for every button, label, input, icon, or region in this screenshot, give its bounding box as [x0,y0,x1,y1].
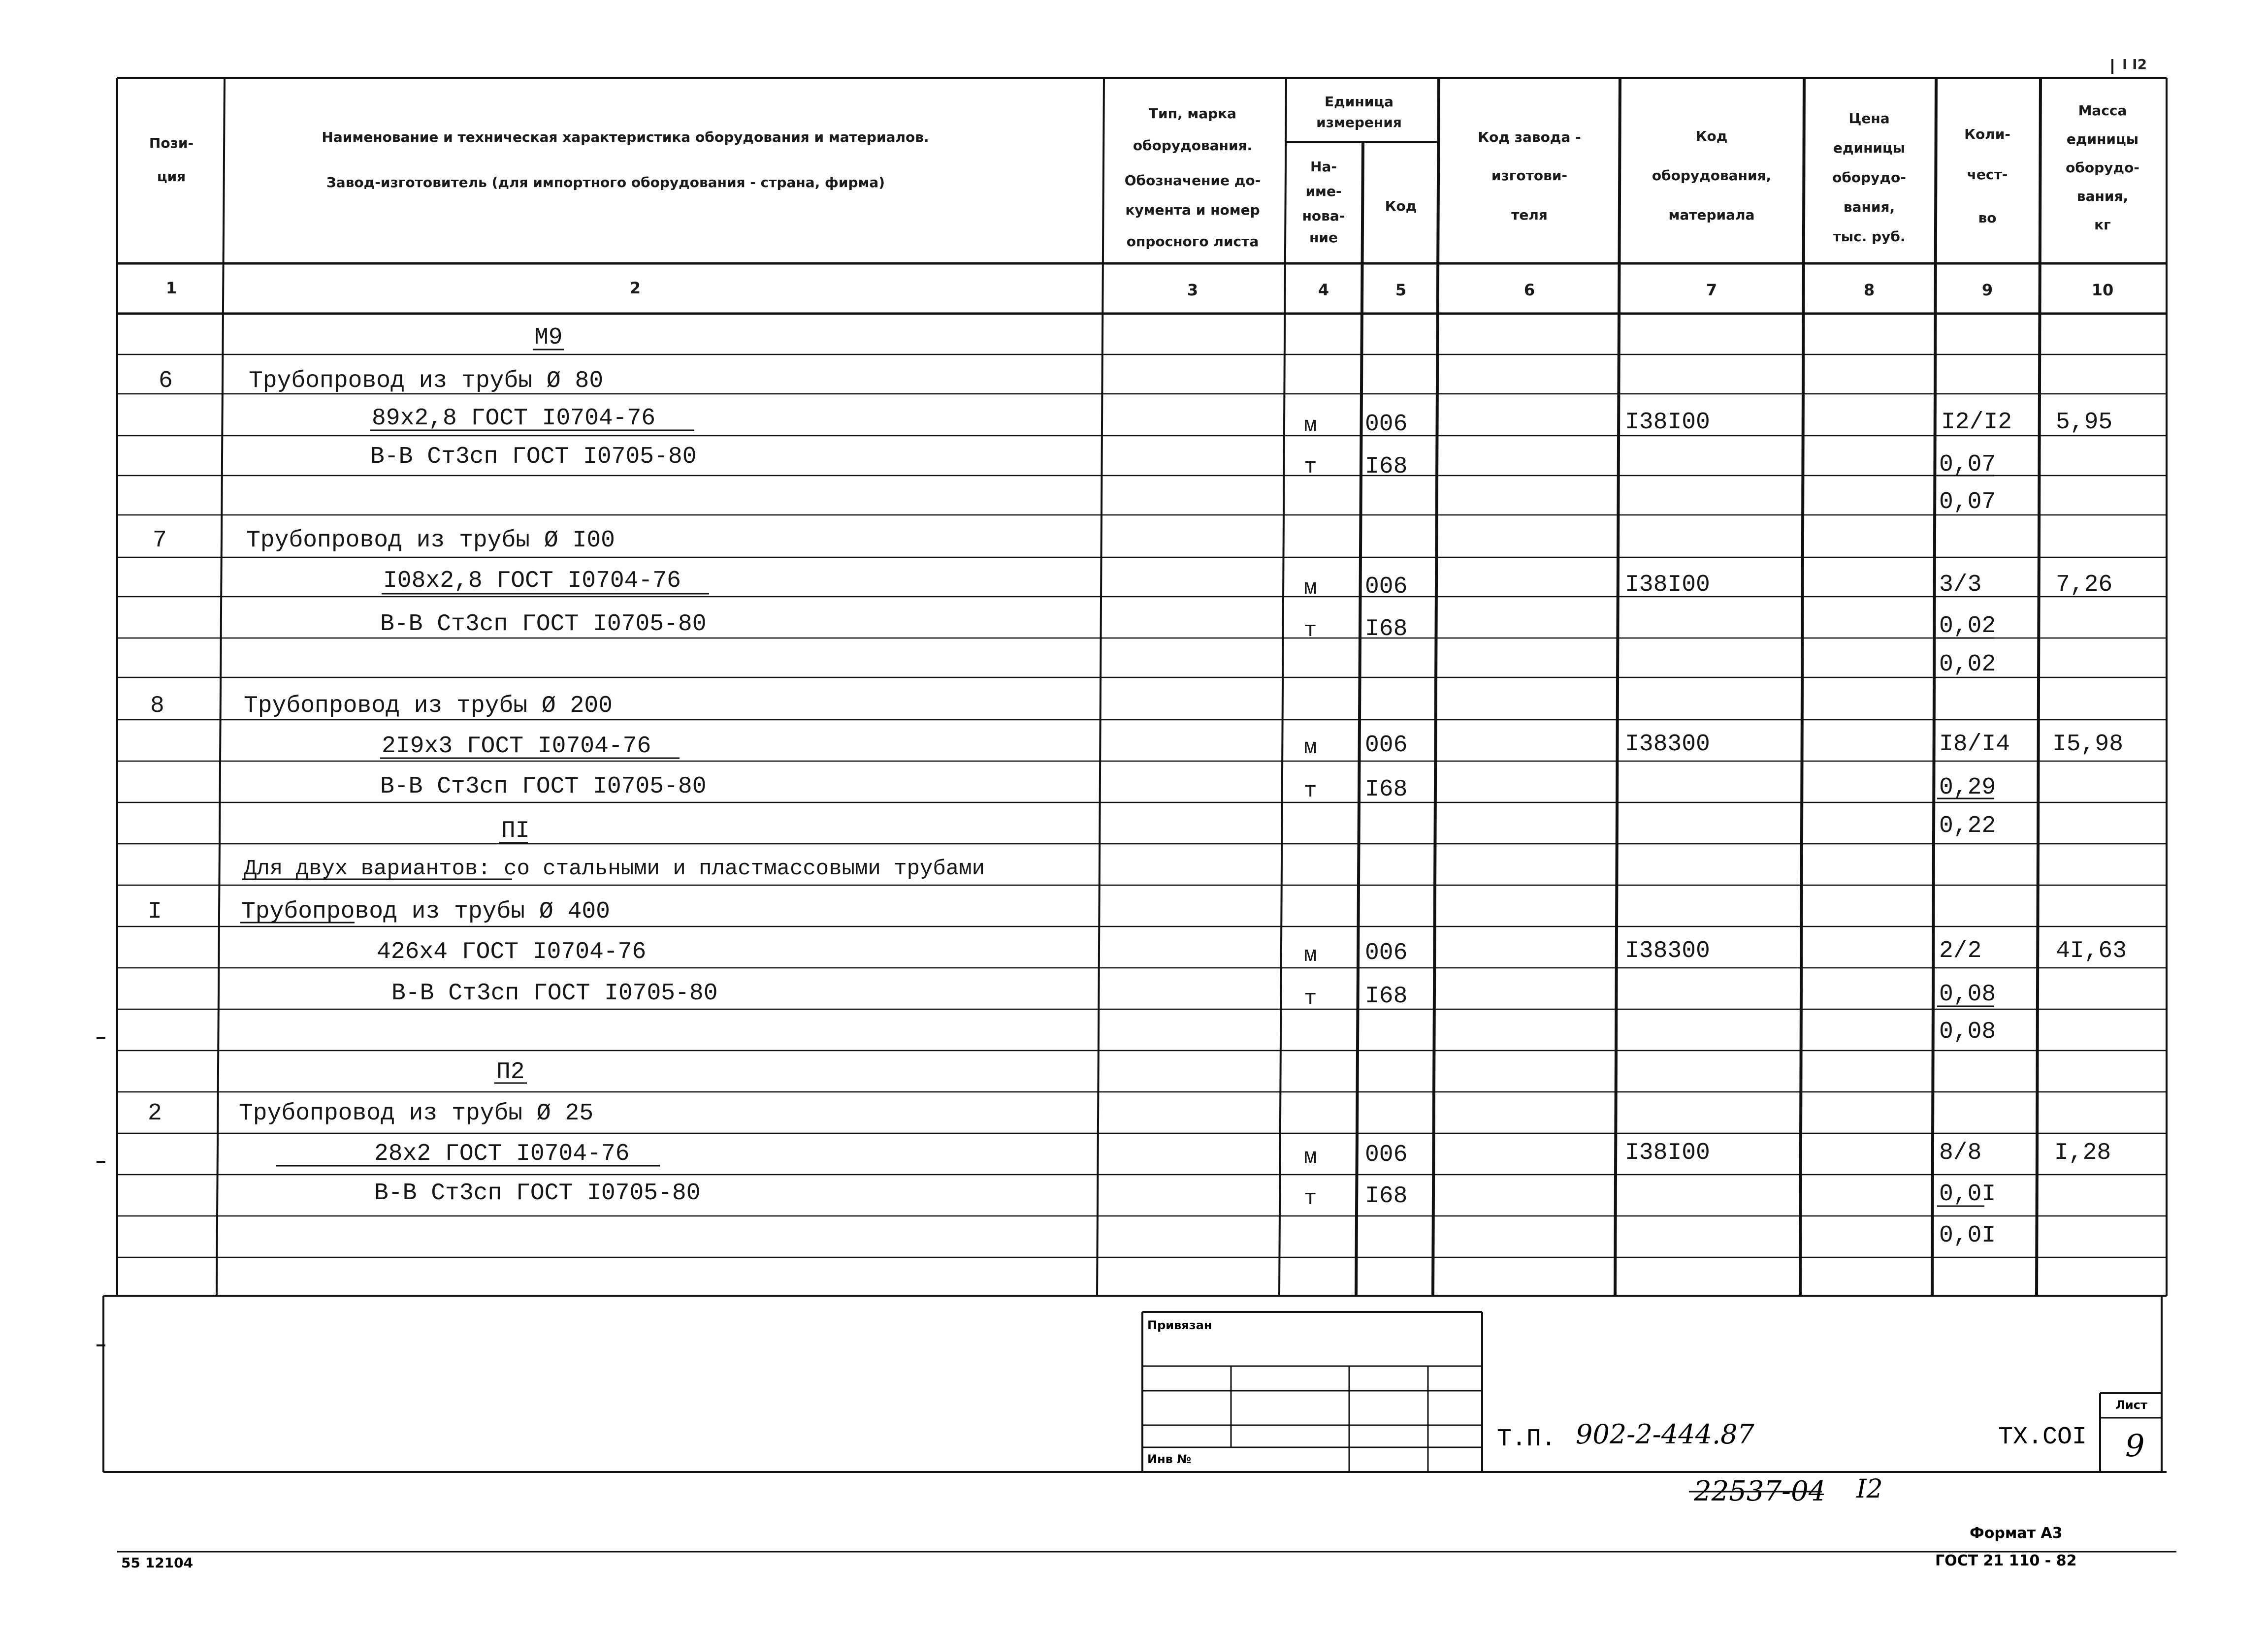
stamp-inv-no: Инв № [1147,1452,1192,1466]
hdr-col10-line2: единицы [2066,131,2139,147]
table-row [383,568,2112,601]
sheet-label: Лист [2115,1398,2147,1412]
stamp-privyazan: Привязан [1147,1318,1212,1332]
hdr-col7-line2: оборудования, [1652,167,1772,184]
row-quantity: 0,22 [1939,813,1996,839]
row-name: 426x4 ГОСТ I0704-76 [377,939,647,965]
hdr-col1-line2: ция [157,168,186,185]
hdr-col7-line3: материала [1668,207,1755,223]
hdr-col5: Код [1385,198,1417,214]
row-name: В-В Ст3сп ГОСТ I0705-80 [391,980,718,1007]
hdr-col10-line1: Масса [2078,102,2127,119]
colnum-4: 4 [1318,281,1329,299]
page-mark: I I2 [2122,56,2147,72]
hdr-col2-line2: Завод-изготовитель (для импортного оборудования - страна, фирма) [326,174,885,191]
hdr-col4-line4: ние [1309,229,1338,246]
row-position: 6 [159,368,173,394]
hdr-col4-line1: На- [1310,159,1337,175]
hdr-col9-line3: во [1978,210,1997,226]
row-quantity: 0,02 [1939,613,1996,639]
table-row [501,813,1996,844]
hdr-col8-line4: вания, [1843,199,1895,215]
row-code: 006 [1365,1142,1408,1168]
row-unit: м [1304,943,1317,968]
table-row [159,368,603,394]
table-row [372,405,2112,438]
row-name: Трубопровод из трубы Ø 80 [249,368,604,394]
table-row [377,938,2127,968]
hdr-col8-line2: единицы [1833,140,1906,156]
hdr-unit-line1: Единица [1325,94,1393,110]
row-quantity: 2/2 [1939,938,1982,964]
below-frame [1689,1474,1883,1507]
table-row [370,444,1996,480]
table-row [380,773,1996,803]
row-quantity: 0,0I [1939,1222,1996,1249]
row-code: 006 [1365,574,1408,600]
hdr-col3-line2: оборудования. [1133,137,1253,154]
row-material-code: I38300 [1625,731,1710,758]
row-code: I68 [1365,616,1408,642]
table-row [1939,651,1996,678]
hdr-col6-line2: изготови- [1491,167,1568,184]
row-material-code: I38I00 [1625,409,1710,436]
hdr-col9-line2: чест- [1967,166,2008,183]
row-unit: м [1304,414,1317,438]
row-mass: I5,98 [2052,731,2124,758]
handwritten-number: 22537-04 [1694,1475,1826,1507]
hdr-col3-line4: кумента и номер [1125,202,1260,218]
hdr-col9-line1: Коли- [1964,126,2010,142]
row-name: М9 [534,324,563,351]
colnum-3: 3 [1187,281,1199,299]
colnum-1: 1 [165,279,177,297]
row-quantity: 0,0I [1939,1181,1996,1208]
hdr-col10-line3: оборудо- [2066,160,2139,176]
row-name: В-В Ст3сп ГОСТ I0705-80 [374,1180,701,1207]
row-unit: м [1304,735,1317,760]
row-quantity: I2/I2 [1941,409,2012,436]
row-quantity: 0,08 [1939,981,1996,1008]
row-name: Трубопровод из трубы Ø 25 [239,1100,594,1127]
row-quantity: 3/3 [1939,572,1982,598]
column-numbers [166,279,2113,299]
table-row [374,1180,1996,1211]
row-mass: 7,26 [2056,572,2113,598]
row-quantity: 0,07 [1939,489,1996,515]
row-position: 2 [148,1100,162,1127]
table-row [382,731,2123,760]
row-name: В-В Ст3сп ГОСТ I0705-80 [380,773,707,800]
row-name: ПI [501,818,530,844]
hdr-col6-line3: теля [1511,207,1548,223]
hdr-col2-line1: Наименование и техническая характеристика оборудования и материалов. [322,129,929,145]
hdr-col10-line5: кг [2094,217,2111,233]
row-position: I [148,898,162,925]
row-quantity: I8/I4 [1939,731,2010,758]
row-quantity: 0,07 [1939,451,1996,478]
hdr-unit-line2: измерения [1316,114,1402,130]
row-material-code: I38300 [1625,938,1710,964]
colnum-8: 8 [1863,281,1875,299]
doc-code: ТХ.СОI [1998,1423,2087,1451]
table-row [1939,489,1996,515]
footer [117,1525,2176,1571]
title-block [1147,1318,2147,1466]
row-note: Для двух вариантов: со стальными и пластмассовыми трубами [244,857,985,881]
row-mass: 5,95 [2056,409,2113,436]
gost-label: ГОСТ 21 110 - 82 [1935,1552,2077,1569]
row-unit: м [1304,576,1317,601]
row-mass: I,28 [2054,1140,2111,1166]
row-name: 2I9x3 ГОСТ I0704-76 [382,733,651,760]
hdr-col10-line4: вания, [2076,188,2129,204]
row-unit: т [1304,455,1317,479]
row-name: В-В Ст3сп ГОСТ I0705-80 [370,444,697,470]
hdr-col6-line1: Код завода - [1478,129,1581,145]
row-name: Трубопровод из трубы Ø 200 [244,693,613,719]
row-code: I68 [1365,776,1408,803]
row-unit: т [1304,779,1317,803]
row-material-code: I38I00 [1625,572,1710,598]
colnum-7: 7 [1706,281,1717,299]
row-code: I68 [1365,983,1408,1010]
row-code: 006 [1365,940,1408,966]
hdr-col3-line3: Обозначение до- [1124,172,1261,189]
row-name: Трубопровод из трубы Ø 400 [241,898,610,925]
row-mass: 4I,63 [2056,938,2127,964]
sheet-number: 9 [2125,1428,2145,1464]
tp-number: 902-2-444.87 [1576,1419,1754,1450]
row-name: 28x2 ГОСТ I0704-76 [374,1141,630,1167]
table-row [496,1059,525,1085]
sheet-total: I2 [1856,1474,1883,1504]
footer-left-code: 55 12104 [121,1555,194,1571]
row-name: В-В Ст3сп ГОСТ I0705-80 [380,611,707,638]
hdr-col7-line1: Код [1695,128,1728,144]
hdr-col4-line3: нова- [1302,208,1345,224]
hdr-col8-line5: тыс. руб. [1833,228,1906,245]
colnum-10: 10 [2091,281,2114,299]
row-name: 89x2,8 ГОСТ I0704-76 [372,405,656,432]
row-code: 006 [1365,732,1408,759]
row-name: П2 [496,1059,525,1085]
row-position: 7 [153,527,167,554]
table-header [149,94,2139,250]
table-row [148,1100,593,1127]
row-position: 8 [150,693,164,719]
hdr-col8-line3: оборудо- [1832,169,1906,186]
row-code: 006 [1365,411,1408,438]
colnum-9: 9 [1981,281,1993,299]
row-unit: т [1304,618,1317,643]
colnum-6: 6 [1523,281,1535,299]
row-material-code: I38I00 [1625,1140,1710,1166]
table-row [391,980,1996,1011]
row-code: I68 [1365,453,1408,480]
hdr-col3-line1: Тип, марка [1148,105,1237,122]
row-quantity: 0,29 [1939,774,1996,801]
row-unit: м [1304,1145,1317,1170]
row-name: Трубопровод из трубы Ø I00 [246,527,615,554]
row-quantity: 0,08 [1939,1019,1996,1045]
table-row [1939,1019,1996,1045]
row-unit: т [1304,987,1317,1011]
row-quantity: 0,02 [1939,651,1996,678]
row-quantity: 8/8 [1939,1140,1982,1166]
hdr-col8-line1: Цена [1848,110,1890,127]
format-label: Формат А3 [1970,1525,2063,1542]
hdr-col4-line2: име- [1305,183,1342,199]
hdr-col3-line5: опросного листа [1126,233,1259,250]
row-name: I08x2,8 ГОСТ I0704-76 [383,568,681,594]
table-row [534,324,563,351]
hdr-col1-line1: Пози- [149,135,194,151]
table-row [148,898,610,925]
row-code: I68 [1365,1183,1408,1210]
colnum-5: 5 [1395,281,1407,299]
table-row [244,857,985,881]
colnum-2: 2 [629,279,641,297]
row-unit: т [1304,1186,1317,1211]
table-row [1939,1222,1996,1249]
tp-prefix: Т.П. [1497,1425,1556,1453]
table-body [148,324,2127,1249]
